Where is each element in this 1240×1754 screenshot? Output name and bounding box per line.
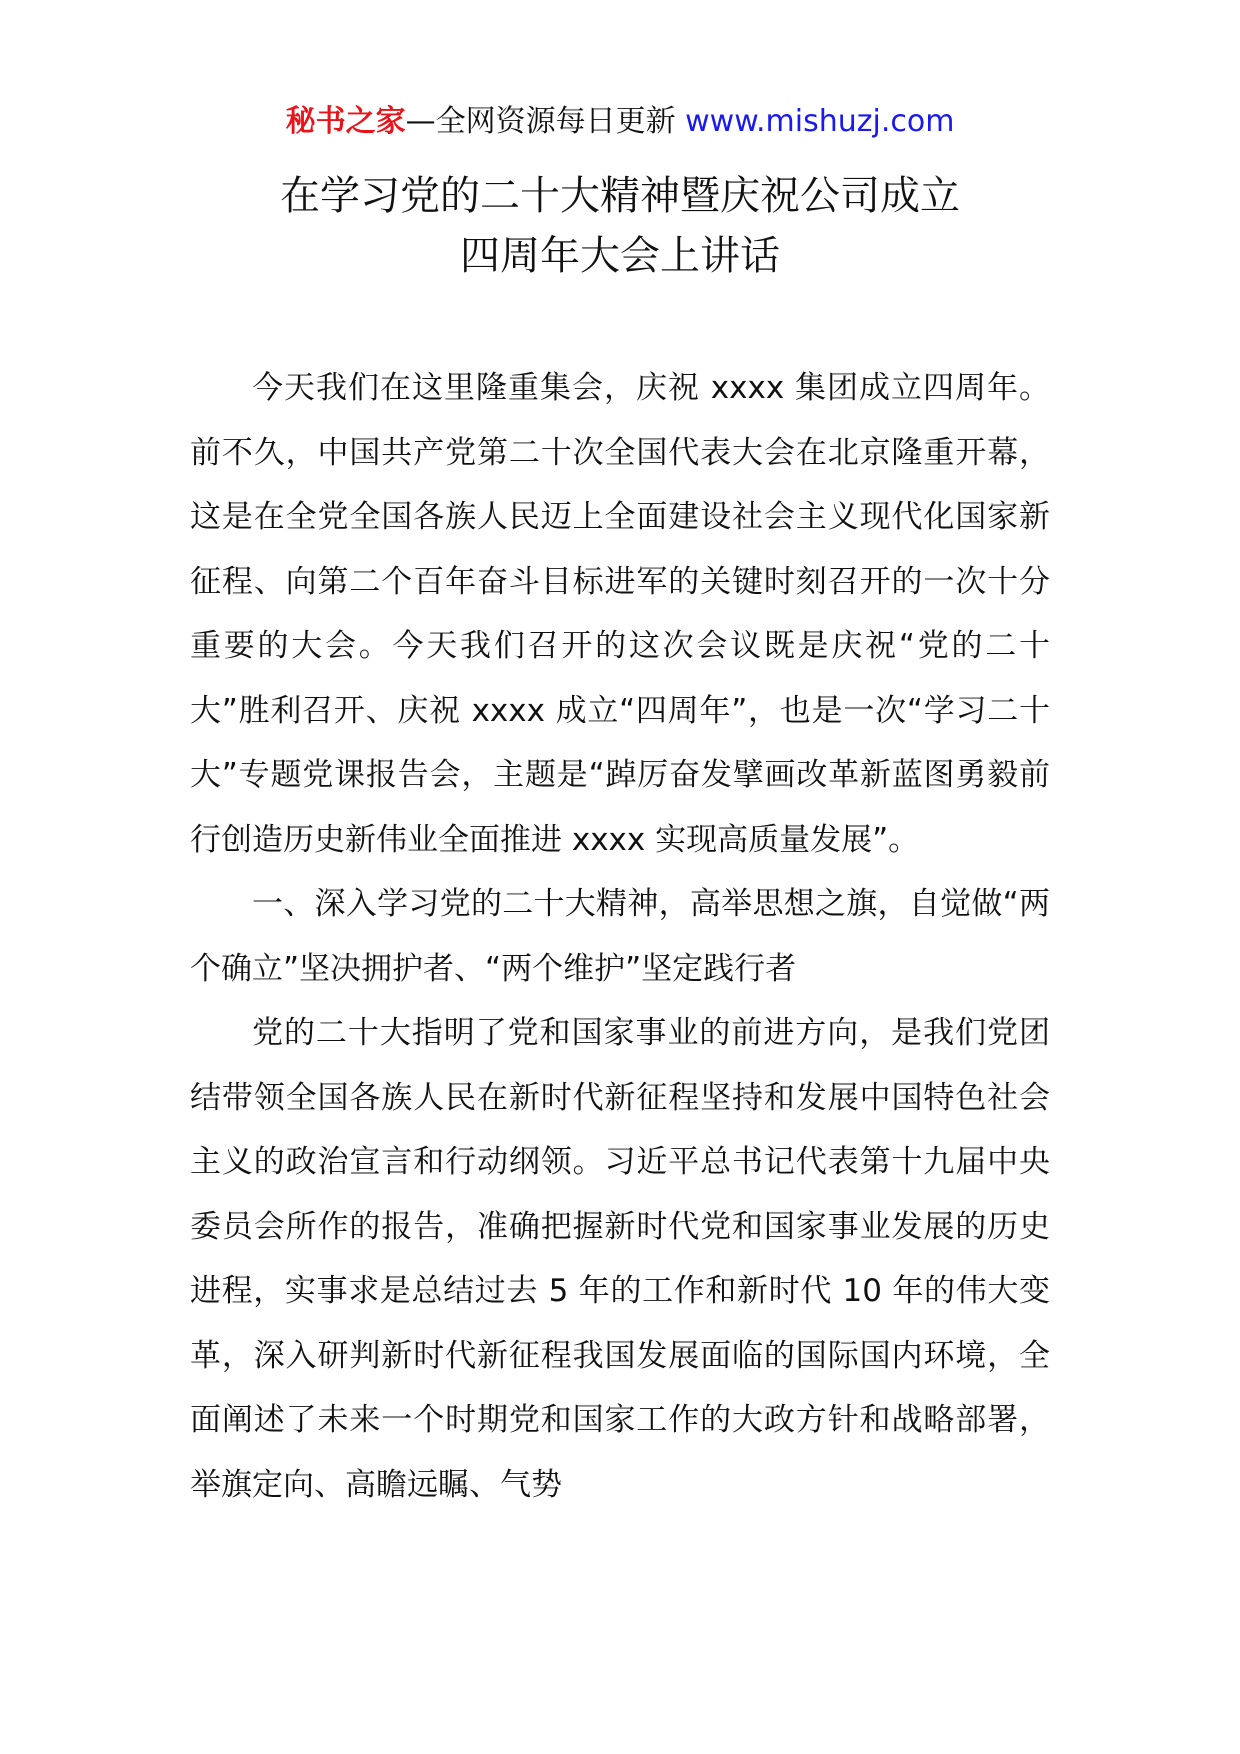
paragraph-intro: 今天我们在这里隆重集会，庆祝 xxxx 集团成立四周年。前不久，中国共产党第二十次全国代表大会在北京隆重开幕，这是在全党全国各族人民迈上全面建设社会主义现代化国家新征程、向第二个百年奋斗目标进军的关键时刻召开的一次十分重要的大会。今天我们召开的这次会议既是庆祝“党的二十大”胜利召开、庆祝 xxxx 成立“四周年”，也是一次“学习二十大”专题党课报告会，主题是“踔厉奋发擘画改革新蓝图勇毅前行创造历史新伟业全面推进 xxxx 实现高质量发展”。: [190, 370, 1050, 858]
document-body: [190, 356, 1050, 1517]
site-banner: [0, 102, 1240, 142]
paragraph-section-1: 党的二十大指明了党和国家事业的前进方向，是我们党团结带领全国各族人民在新时代新征程坚持和发展中国特色社会主义的政治宣言和行动纲领。习近平总书记代表第十九届中央委员会所作的报告，准确把握新时代党和国家事业发展的历史进程，实事求是总结过去 5 年的工作和新时代 10 年的伟大变革，深入研判新时代新征程我国发展面临的国际国内环境，全面阐述了未来一个时期党和国家工作的大政方针和战略部署，举旗定向、高瞻远瞩、气势: [190, 1015, 1050, 1503]
document-title: [0, 166, 1240, 286]
section-heading-1: 一、深入学习党的二十大精神，高举思想之旗，自觉做“两个确立”坚决拥护者、“两个维护”坚定践行者: [190, 886, 1050, 987]
site-tagline: —全网资源每日更新: [405, 104, 686, 139]
title-line-1: 在学习党的二十大精神暨庆祝公司成立: [280, 173, 960, 219]
title-line-2: 四周年大会上讲话: [460, 233, 780, 279]
site-url-link[interactable]: www.mishuzj.com: [685, 104, 955, 139]
site-brand: 秘书之家: [285, 104, 406, 139]
